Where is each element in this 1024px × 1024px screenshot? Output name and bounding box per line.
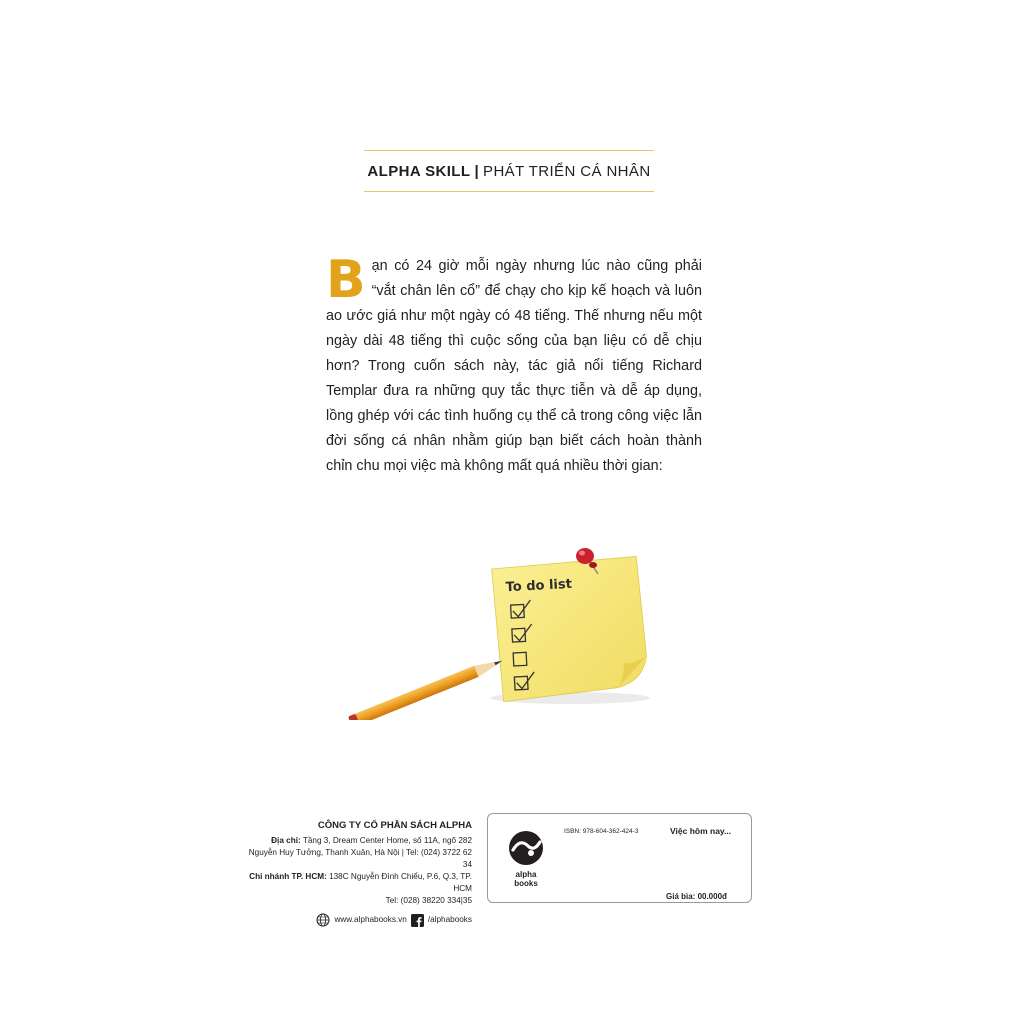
cover-price: Giá bìa: 00.000đ xyxy=(666,892,727,901)
logo-line2: books xyxy=(514,879,538,888)
pencil xyxy=(348,655,505,720)
book-short-title: Việc hôm nay... xyxy=(670,826,732,836)
publisher-links xyxy=(248,913,472,927)
blurb-text: ạn có 24 giờ mỗi ngày nhưng lúc nào cũng phải “vắt chân lên cổ” để chạy cho kịp kế hoạch và luôn ao ước giá như một ngày có 48 tiếng. Thế nhưng nếu một ngày dài 48 tiếng thì cuộc sống của bạn liệu có dễ chịu hơn? Trong cuốn sách này, tác giả nổi tiếng Richard Templar đưa ra những quy tắc thực tiễn và dễ áp dụng, lồng ghép với các tình huống cụ thể cả trong công việc lẫn đời sống cá nhân nhằm giúp bạn biết cách hoàn thành chỉn chu mọi việc mà không mất quá nhiều thời gian: xyxy=(326,258,702,474)
series-category: PHÁT TRIỂN CÁ NHÂN xyxy=(483,162,651,180)
isbn: ISBN: 978-604-362-424-3 xyxy=(564,828,639,835)
branch-label: Chi nhánh TP. HCM: xyxy=(249,872,327,881)
drop-cap: B xyxy=(326,250,366,310)
address-label: Địa chỉ: xyxy=(271,836,301,845)
facebook-link[interactable]: /alphabooks xyxy=(427,915,472,924)
website-link[interactable]: www.alphabooks.vn xyxy=(334,915,407,924)
globe-icon xyxy=(316,913,330,927)
address-line1: Tầng 3, Dream Center Home, số 11A, ngõ 282 xyxy=(300,836,472,845)
publisher-address xyxy=(248,835,472,847)
alphabooks-logo xyxy=(502,830,550,890)
facebook-icon xyxy=(411,914,424,927)
branch-line1: 138C Nguyễn Đình Chiểu, P.6, Q.3, TP. HCM xyxy=(326,872,472,893)
alphabooks-logo-icon xyxy=(502,830,550,870)
todo-note-illustration xyxy=(340,540,660,720)
branch-line2: Tel: (028) 38220 334|35 xyxy=(385,896,472,905)
series-separator: | xyxy=(474,162,480,180)
book-blurb xyxy=(326,250,702,479)
series-name: ALPHA SKILL xyxy=(367,162,471,180)
sticky-note xyxy=(491,556,648,702)
logo-text xyxy=(502,870,550,888)
publisher-info xyxy=(248,820,472,927)
isbn-price-box xyxy=(487,813,752,903)
publisher-branch xyxy=(248,871,472,895)
logo-line1: alpha xyxy=(515,870,537,879)
note-title: To do list xyxy=(505,576,573,596)
publisher-name: CÔNG TY CỔ PHẦN SÁCH ALPHA xyxy=(317,820,472,831)
todo-note-graphic xyxy=(340,540,660,720)
series-header xyxy=(364,150,654,192)
address-line2: Nguyễn Huy Tưởng, Thanh Xuân, Hà Nội | Tel: (024) 3722 62 34 xyxy=(248,848,472,869)
